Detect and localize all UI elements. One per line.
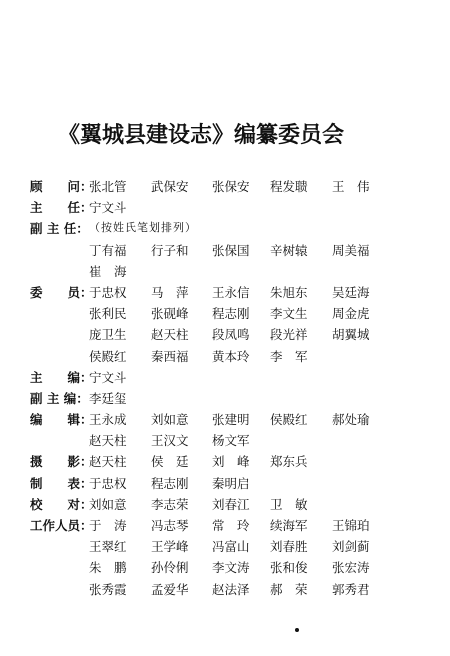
member-name: 程志刚 <box>212 306 250 322</box>
committee-row <box>30 198 430 219</box>
member-name: 程发聩 <box>270 179 308 194</box>
committee-row <box>30 241 430 262</box>
member-name: 李 军 <box>270 348 308 364</box>
page-title: 《翼城县建设志》编纂委员会 <box>58 122 345 148</box>
member-name: 周金虎 <box>332 306 370 322</box>
member-name: 刘春江 <box>212 496 250 512</box>
role-label: 主 任： <box>30 200 93 216</box>
member-name: 刘剑蓟 <box>332 539 370 555</box>
member-name: 张秀霞 <box>89 581 127 597</box>
member-name: 宁文斗 <box>89 200 127 216</box>
member-name: 郑东兵 <box>270 454 308 470</box>
member-name: 王翠红 <box>89 539 127 555</box>
committee-row <box>30 304 430 325</box>
member-name: 庞卫生 <box>89 327 127 343</box>
member-name: 辛树辕 <box>270 242 308 258</box>
member-name: 武保安 <box>151 179 189 194</box>
member-name: 段凤鸣 <box>212 327 250 343</box>
member-name: 侯殿红 <box>270 412 308 428</box>
member-name: 张宏涛 <box>332 560 370 576</box>
member-name: 张利民 <box>89 306 127 322</box>
member-name: 崔 海 <box>89 263 127 279</box>
role-label: 主 编： <box>30 369 93 385</box>
member-name: 李廷玺 <box>89 390 127 406</box>
role-label: 委 员： <box>30 284 93 300</box>
committee-row <box>30 368 430 389</box>
member-name: 孙伶俐 <box>151 560 189 576</box>
member-name: 行子和 <box>151 242 189 258</box>
role-label: 编 辑： <box>30 412 93 428</box>
role-label: 顾 问： <box>30 179 93 194</box>
member-name: 赵天柱 <box>89 454 127 470</box>
member-name: 张保安 <box>212 179 250 194</box>
committee-row <box>30 219 430 240</box>
member-name: 黄本玲 <box>212 348 250 364</box>
committee-row <box>30 516 430 537</box>
member-name: 周美福 <box>332 242 370 258</box>
member-name: 郝 荣 <box>270 581 308 597</box>
member-name: 秦明启 <box>212 475 250 491</box>
member-name: 马 萍 <box>151 284 189 300</box>
member-name: 胡翼城 <box>332 327 370 343</box>
member-name: 侯殿红 <box>89 348 127 364</box>
committee-row <box>30 537 430 558</box>
committee-row <box>30 389 430 410</box>
member-name: 刘如意 <box>89 496 127 512</box>
committee-row <box>30 410 430 431</box>
committee-row <box>30 495 430 516</box>
member-name: 宁文斗 <box>89 369 127 385</box>
committee-row <box>30 474 430 495</box>
member-name: 刘 峰 <box>212 454 250 470</box>
member-name: 于忠权 <box>89 284 127 300</box>
member-name: 吴廷海 <box>332 284 370 300</box>
member-name: 于 涛 <box>89 518 127 533</box>
committee-row <box>30 262 430 283</box>
member-name: 赵天柱 <box>89 433 127 449</box>
member-name: 王学峰 <box>151 539 189 555</box>
member-name: 李文生 <box>270 306 308 322</box>
committee-row <box>30 580 430 601</box>
member-name: 常 玲 <box>212 518 250 533</box>
member-name: 张建明 <box>212 412 250 428</box>
member-name: 朱旭东 <box>270 284 308 300</box>
member-name: 张保国 <box>212 242 250 258</box>
member-name: 卫 敏 <box>270 496 308 512</box>
committee-row <box>30 283 430 304</box>
member-name: 刘春胜 <box>270 539 308 555</box>
committee-list <box>30 177 430 601</box>
ink-dot <box>295 628 299 632</box>
member-name: 冯志琴 <box>151 518 189 533</box>
member-name: 于忠权 <box>89 475 127 491</box>
member-name: 李文涛 <box>212 560 250 576</box>
member-name: 赵天柱 <box>151 327 189 343</box>
member-name: 孟爱华 <box>151 581 189 597</box>
committee-row <box>30 177 430 198</box>
member-name: 张北管 <box>89 179 127 194</box>
member-name: 郭秀君 <box>332 581 370 597</box>
member-name: 刘如意 <box>151 412 189 428</box>
role-label: 制 表： <box>30 475 93 491</box>
role-label: 校 对： <box>30 496 93 512</box>
member-name: 张和俊 <box>270 560 308 576</box>
member-name: 王锦珀 <box>332 518 370 533</box>
committee-row <box>30 558 430 579</box>
member-name: 王 伟 <box>332 179 370 194</box>
role-label: 摄 影： <box>30 454 93 470</box>
committee-row <box>30 431 430 452</box>
member-name: 续海军 <box>270 518 308 533</box>
member-name: 李志荣 <box>151 496 189 512</box>
committee-row <box>30 452 430 473</box>
ordering-note: （按姓氏笔划排列） <box>89 221 197 235</box>
member-name: 侯 廷 <box>151 454 189 470</box>
member-name: 程志刚 <box>151 475 189 491</box>
member-name: 赵法泽 <box>212 581 250 597</box>
role-label: 工作人员： <box>30 518 93 533</box>
member-name: 秦西福 <box>151 348 189 364</box>
member-name: 朱 鹏 <box>89 560 127 576</box>
member-name: 王永成 <box>89 412 127 428</box>
member-name: 张砚峰 <box>151 306 189 322</box>
member-name: 郝处瑜 <box>332 412 370 428</box>
member-name: 丁有福 <box>89 242 127 258</box>
committee-row <box>30 347 430 368</box>
member-name: 段光祥 <box>270 327 308 343</box>
role-label: 副 主 编： <box>30 390 89 406</box>
member-name: 王汉文 <box>151 433 189 449</box>
member-name: 杨文军 <box>212 433 250 449</box>
committee-row <box>30 325 430 346</box>
member-name: 王永信 <box>212 284 250 300</box>
role-label: 副 主 任： <box>30 221 89 237</box>
member-name: 冯富山 <box>212 539 250 555</box>
